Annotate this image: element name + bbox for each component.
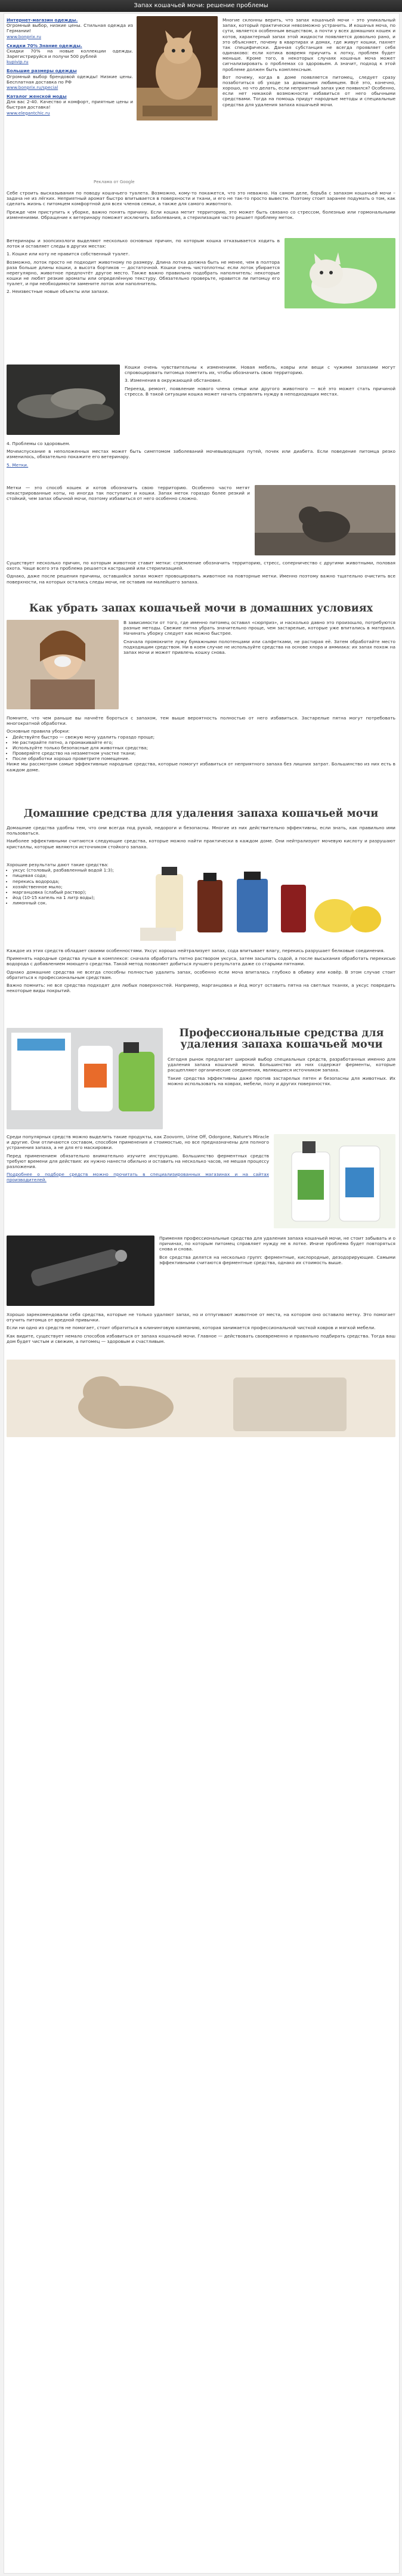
section1-list-heading: Основные правила уборки: [7, 728, 70, 734]
ad-text: Огромный выбор брендовой одежды! Низкие цены. Бесплатная доставка по РФ [7, 73, 133, 85]
list-item: • Действуйте быстро — свежую мочу удалить гораздо проще; [13, 734, 395, 740]
ad-item[interactable] [7, 43, 133, 65]
section2-list [7, 867, 126, 906]
section1-paragraph: В зависимости от того, где именно питомец оставил «сюрприз», и насколько давно это произошло, потребуются разные методы. Свежие пятна убрать значительно проще, чем застарелые, которые уже впитались в материал. Начинать уборку следует как можно быстрее. [123, 620, 395, 637]
reason-heading: 3. Изменения в окружающей обстановке. [125, 378, 222, 384]
reason-heading-marks[interactable]: 5. Метки. [7, 462, 29, 468]
section3-more [7, 1312, 395, 1344]
list-item: • После обработки хорошо проветрите помещение. [13, 756, 395, 761]
list-item: • хозяйственное мыло; [13, 884, 126, 889]
list-item: • Не растирайте пятно, а промакивайте его; [13, 740, 395, 745]
ad-title[interactable]: Каталог женской моды [7, 94, 67, 100]
marks-text [7, 485, 250, 502]
section3-right-column [168, 1057, 395, 1086]
reason-heading: 4. Проблемы со здоровьем. [7, 441, 70, 446]
ads-block [7, 17, 133, 119]
section-title: Как убрать запах кошачьей мочи в домашних условиях [29, 603, 373, 614]
section2-more [7, 948, 395, 993]
ad-item[interactable] [7, 68, 133, 90]
spray-photo [274, 1134, 395, 1228]
section-heading-2 [7, 808, 395, 820]
section3-paragraph: Если ни одно из средств не помогает, стоит обратиться в клининговую компанию, которая занимается профессиональной чисткой ковров и мягкой мебели. [7, 1325, 376, 1331]
products-photo [7, 1028, 163, 1129]
shoes-photo [7, 365, 120, 435]
article-card [4, 13, 400, 2574]
section3-full-text [7, 1134, 269, 1182]
page-title: Запах кошачьей мочи: решение проблемы [0, 0, 402, 12]
section1-list [7, 734, 395, 762]
ad-url[interactable]: www.bonprix.ru [7, 33, 41, 39]
ad-text: Скидки 70% на новые коллекции одежды. Зарегистрируйся и получи 500 рублей [7, 48, 133, 60]
section3-paragraph: Хорошо зарекомендовали себя средства, которые не только удаляют запах, но и отпугивают животное от места, на котором оно оставило метку. Это помогает отучить питомца от вредной привычки. [7, 1312, 395, 1323]
section2-paragraph: Домашние средства удобны тем, что они всегда под рукой, недороги и безопасны. Многие из них действительно эффективны, если знать, как правильно ими пользоваться. [7, 825, 395, 836]
section3-paragraph: Перед применением обязательно внимательно изучите инструкцию. Большинство ферментных средств требуют времени для действия: их нужно нанести обильно и оставить на несколько часов, не мешая процессу разложения. [7, 1153, 269, 1169]
reason-text: Мочеиспускание в неположенных местах может быть симптомом заболеваний мочевыводящих путей, почек или диабета. Если поведение питомца резко изменилось, обязательно покажите его ветеринару. [7, 449, 395, 460]
section3-paragraph: Такие средства эффективны даже против застарелых пятен и безопасны для животных. Их можно использовать на коврах, мебели, полу и других поверхностях. [168, 1075, 395, 1086]
reason-heading: 2. Неизвестные новые объекты или запахи. [7, 289, 109, 295]
reason-text: Кошки очень чувствительны к изменениям. Новая мебель, ковры или вещи с чужими запахами могут спровоцировать питомца пометить их, чтобы обозначить свою территорию. [125, 365, 395, 376]
section3-paragraph: Все средства делятся на несколько групп: ферментные, кислородные, дезодорирующие. Самыми эффективными считаются ферментные средства, однако их стоимость выше. [159, 1254, 395, 1265]
section1-right-column [123, 620, 395, 655]
reason-text: Переезд, ремонт, появление нового члена семьи или другого животного — всё это может стать причиной стресса. В такой ситуации кошка может начать справлять нужду в неподходящих местах. [125, 385, 395, 397]
intro-paragraph: Многие склонны верить, что запах кошачьей мочи – это уникальный запах, который практически невозможно устранить. И кошачья моча, по сути, является особенным веществом, а почти у всех домашних кошек и котов, характерный запах этой жидкости появляется довольно рано, и это объясняет, почему в квартирах и домах, где живут кошки, пахнет так специфически. Данная субстанция не всегда проявляет себя одинаково: если котика вовремя приучить к лотку, проблем будет меньше. Кроме того, в некоторых случаях кошачья моча может сигнализировать о проблемах со здоровьем. А значит, подход к этой проблеме должен быть комплексным. [222, 17, 395, 72]
list-item: • пищевая сода; [13, 873, 126, 878]
ad-title[interactable]: Интернет-магазин одежды. [7, 17, 78, 23]
list-item: • уксус (столовый, разбавленный водой 1:3); [13, 867, 126, 873]
reasons-lead: Ветеринары и зоопсихологи выделяют несколько основных причин, по которым кошка отказывается ходить в лоток и оставляет следы в других местах: [7, 238, 280, 249]
section1-full-text [7, 715, 395, 773]
ad-text: Для вас 2-40. Качество и комфорт, приятные цены и быстрая доставка! [7, 99, 133, 110]
list-item: • Проверяйте средство на незаметном участке ткани; [13, 750, 395, 756]
ad-text: Огромный выбор, низкие цены. Стильная одежда из Германии! [7, 23, 133, 34]
ad-item[interactable] [7, 94, 133, 116]
reasons-more [7, 441, 395, 468]
reason-heading: 1. Кошке или коту не нравится собственный туалет. [7, 251, 130, 257]
section2-paragraph: Применять народные средства лучше в комплексе: сначала обработать пятно раствором уксуса, затем засыпать содой, а после высыхания обработать перекисью водорода с добавлением моющего средства. Такой метод позволяет добиться лучшего результата даже со старыми пятнами. [7, 956, 395, 967]
reason-text: Возможно, лоток просто не подходит животному по размеру. Длина лотка должна быть не менее, чем в полтора раза больше длины кошки, а высота бортиков — достаточной. Кошки очень чистоплотны: если лоток убирается нерегулярно, животное предпочтёт другое место. Также важно правильно подобрать наполнитель: некоторые кошки не любят резкие ароматы или определённую текстуру. Обязательно проверьте, нравится ли питомцу его туалет, и при необходимости замените лоток или наполнитель. [7, 259, 280, 287]
marks-paragraph: Метки — это способ кошек и котов обозначить свою территорию. Особенно часто метят некастрированные коты, но иногда так поступают и кошки. Запах меток гораздо более резкий и стойкий, чем запах обычной мочи, поэтому избавиться от него особенно сложно. [7, 485, 250, 502]
section-title: Профессиональные средства для удаления запаха кошачьей мочи [179, 1027, 384, 1051]
intro-full-text [7, 190, 395, 220]
bottom-photo [7, 1360, 395, 1437]
section3-conclusion: Как видите, существует немало способов избавиться от запаха кошачьей мочи. Главное — действовать своевременно и правильно подбирать средства. Тогда ваш дом будет чистым и свежим, а питомец — здоровым и счастливым. [7, 1333, 395, 1344]
section3-link[interactable]: Подробнее о подборе средств можно прочитать в специализированных магазинах и на сайтах производителей. [7, 1172, 269, 1183]
device-photo [7, 1236, 154, 1306]
cat-photo-green [285, 238, 395, 308]
section2-paragraph: Однако домашние средства не всегда способны полностью удалить запах, особенно если моча впиталась глубоко в обивку или ковёр. В этом случае стоит обратиться к профессиональным средствам. [7, 969, 395, 980]
ad-url[interactable]: www.bonprix.ru/special [7, 84, 58, 90]
reasons-section [7, 238, 280, 295]
section1-paragraph: Помните, что чем раньше вы начнёте бороться с запахом, тем выше вероятность полностью от него избавиться. Застарелые пятна могут потребовать многократной обработки. [7, 715, 395, 727]
ad-url[interactable]: www.elegantchic.ru [7, 110, 50, 116]
intro-right-column [222, 17, 395, 107]
ad-title[interactable]: Скидки 70% Знание одежды. [7, 42, 82, 48]
section2-intro [7, 825, 395, 850]
ad-item[interactable] [7, 17, 133, 39]
section1-paragraph: Сначала промокните лужу бумажными полотенцами или салфетками, не растирая её. Затем обработайте место подходящим средством. Ни в коем случае не используйте средства на основе хлора и аммиака: их запах похож на запах мочи и может привлечь кошку снова. [123, 638, 395, 655]
section2-lead: Хорошие результаты дают такие средства: [7, 862, 109, 867]
marks-paragraph: Существует несколько причин, по которым животное ставит метки: стремление обозначить территорию, стресс, соперничество с другими животными, половая охота. Чаще всего эта проблема решается кастрацией или стерилизацией. [7, 560, 395, 572]
section-heading-3 [168, 1028, 395, 1051]
section2-paragraph: Важно помнить: не все средства подходят для любых поверхностей. Например, марганцовка и йод могут оставить пятна на светлых тканях, а уксус повредить некоторые виды покрытий. [7, 982, 395, 994]
list-item: • перекись водорода; [13, 879, 126, 884]
remedies-photo [132, 862, 395, 943]
cat-photo-intro [137, 16, 218, 121]
section2-list-block [7, 862, 126, 906]
section1-paragraph: Ниже мы рассмотрим самые эффективные народные средства, которые помогут избавиться от неприятного запаха без лишних затрат. Большинство из них есть в каждом доме. [7, 761, 395, 773]
section3-paragraph: Среди популярных средств можно выделить такие продукты, как Zoovorm, Urine Off, Odorgone, Nature's Miracle и другие. Они отличаются составом, способом применения и стоимостью, но все предназначены для полного устранения запаха, а не для его маскировки. [7, 1134, 269, 1151]
ad-url[interactable]: kupivip.ru [7, 59, 29, 65]
section3-right-column-2 [159, 1236, 395, 1265]
section3-paragraph: Применяя профессиональные средства для удаления запаха кошачьей мочи, не стоит забывать и о причинах, по которым питомец справляет нужду не в лотке. Иначе проблема будет повторяться снова и снова. [159, 1236, 395, 1252]
list-item: • йод (10-15 капель на 1 литр воды); [13, 895, 126, 900]
intro-paragraph: Вот почему, когда в доме появляется питомец, следует сразу позаботиться об уходе за домашним любимцем. Всё это, конечно, хорошо, но что делать, если неприятный запах уже появился? Особенно, если нет никакой возможности избавиться от него обычными средствами. Тогда на помощь придут народные методы и специальные средства для удаления запаха кошачьей мочи. [222, 74, 395, 107]
ad-title[interactable]: Большие размеры одежды [7, 68, 77, 74]
section-heading-1 [7, 603, 395, 614]
marks-paragraph: Однако, даже после решения причины, оставшийся запах может провоцировать животное на повторные метки. Именно поэтому важно тщательно очистить все поверхности, на которых остались следы мочи, не оставив ни малейшего запаха. [7, 573, 395, 585]
list-item: • Используйте только безопасные для животных средства; [13, 745, 395, 750]
reasons-right-text [125, 365, 395, 397]
intro-paragraph: Себе строить высказывания по поводу кошачьего туалета. Возможно, кому-то покажется, что это неважно. На самом деле, борьба с запахом кошачьей мочи – задача не из лёгких. Неприятный аромат быстро впитывается в поверхности и ткани, и его не так-то просто вывести. Поэтому стоит заранее подумать о том, как сделать жизнь с питомцем комфортной для всех членов семьи, а также для самого животного. [7, 190, 395, 207]
section3-paragraph: Сегодня рынок предлагает широкий выбор специальных средств, разработанных именно для удаления запаха кошачьей мочи. Большинство из них содержат ферменты, которые расщепляют органические соединения, являющиеся источником запаха. [168, 1057, 395, 1073]
section-title: Домашние средства для удаления запаха кошачьей мочи [23, 808, 379, 820]
ads-powered-by: Реклама от Google [94, 180, 135, 184]
woman-photo [7, 620, 119, 709]
cat-photo-marks [255, 485, 395, 555]
intro-paragraph: Прежде чем приступить к уборке, важно понять причину. Если кошка метит территорию, это может быть связано со стрессом, болезнью или гормональными изменениями. Обращение к ветеринару поможет исключить заболевания, а стерилизация часто решает проблему меток. [7, 209, 395, 220]
section2-paragraph: Каждое из этих средств обладает своими особенностями. Уксус хорошо нейтрализует запах, сода впитывает влагу, перекись разрушает белковые соединения. [7, 948, 385, 953]
marks-text-2 [7, 560, 395, 585]
list-item: • лимонный сок. [13, 900, 126, 906]
section2-paragraph: Наиболее эффективными считаются следующие средства, которые можно найти практически в каждом доме. Они нейтрализуют мочевую кислоту и разрушают кристаллы, которые являются источником стойкого запаха. [7, 838, 395, 850]
list-item: • марганцовка (слабый раствор); [13, 889, 126, 895]
